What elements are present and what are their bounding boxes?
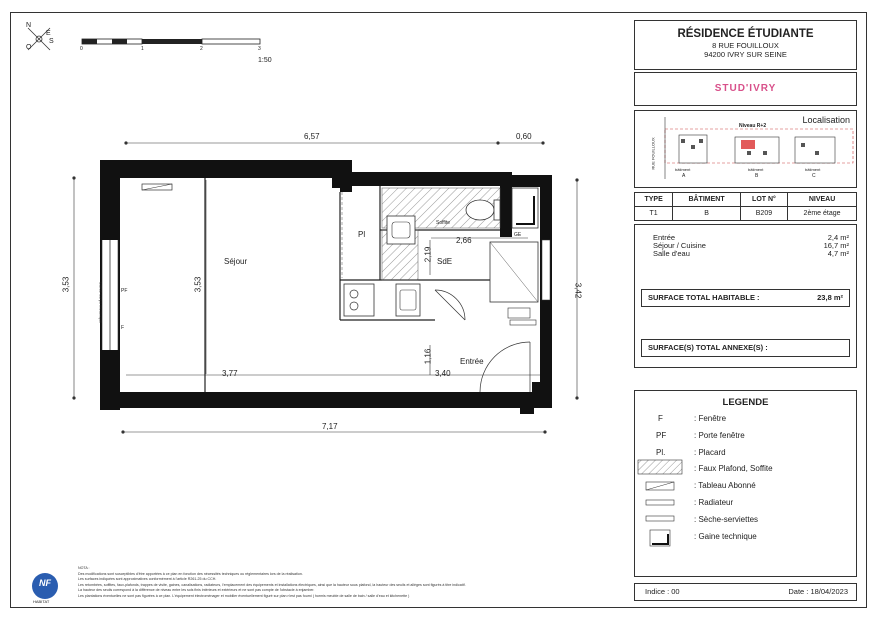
compass-e: E (46, 30, 51, 37)
title-block (634, 20, 857, 70)
compass (22, 24, 58, 54)
surface-label: Entrée (653, 233, 676, 242)
surface-annexe-label: SURFACE(S) TOTAL ANNEXE(S) : (648, 343, 768, 352)
scale-bar (80, 38, 270, 68)
compass-o: O (26, 44, 32, 51)
bat-a-label: bâtiment (675, 167, 691, 172)
address-line2: 94200 IVRY SUR SEINE (704, 50, 787, 59)
scale-bar-graphic (80, 38, 270, 52)
surface-annexe-box (641, 339, 850, 357)
room-entree: Entrée (460, 357, 484, 366)
scale-tick-0: 0 (80, 46, 83, 52)
dim-sde-w: 2,66 (456, 236, 472, 245)
surface-value: 4,7 m² (827, 249, 849, 258)
niveau-label: Niveau R+2 (739, 123, 767, 129)
compass-s: S (49, 38, 54, 45)
compass-n: N (26, 22, 32, 29)
surface-label: Salle d'eau (653, 249, 690, 258)
room-f: F (121, 325, 125, 331)
bat-b-label: bâtiment (748, 167, 764, 172)
room-pf: PF (121, 288, 128, 294)
notes (78, 566, 618, 600)
surface-total-value: 23,8 m² (817, 293, 843, 302)
header-batiment: BÂTIMENT (673, 193, 741, 207)
legend-code-f: F (658, 414, 663, 423)
room-soffite: Soffite (436, 220, 451, 226)
cell-niveau: 2ème étage (788, 207, 857, 221)
indice: Indice : 00 (645, 587, 680, 596)
surface-value: 16,7 m² (823, 241, 849, 250)
notes-title: NOTA : (78, 566, 90, 570)
note-line: Les surfaces indiquées sont approximatives conformément à l'article R261-25 du CCH. (78, 577, 217, 582)
scale-tick-1: 1 (141, 46, 144, 52)
bat-c-label: bâtiment (805, 167, 821, 172)
street-label: RUE FOUILLOUX (650, 137, 656, 170)
dim-sejour-w: 3,77 (222, 369, 238, 378)
legend-item-fenetre: : Fenêtre (694, 414, 727, 423)
scale-tick-3: 3 (258, 46, 261, 52)
nf-sub: HABITAT (33, 599, 50, 604)
legend-symbols (636, 458, 686, 578)
dim-top-left: 6,57 (304, 132, 320, 141)
header-niveau: NIVEAU (788, 193, 857, 207)
footer-indice-box (634, 583, 857, 601)
dim-left: 3,53 (61, 276, 71, 293)
room-ge: GE (514, 232, 522, 238)
floor-plan (50, 120, 610, 450)
header-type: TYPE (635, 193, 673, 207)
room-pl: Pl (358, 230, 366, 239)
note-line: Les plantations éventuelles ne sont pas figurées à ce plan. L'équipement électroménager et mobilier éventuellement figuré sur plan n'est pas fourni ( hormis meuble de salle de bain / salle d'eau et kitchenette ) (78, 593, 410, 598)
note-line: La hauteur des seuils correspond à la différence de niveau entre les sols finis intérieurs et extérieurs et ne sont pas compte de l'obstacle à enjamber. (78, 588, 315, 593)
lot-table (634, 192, 857, 221)
room-sejour: Séjour (224, 257, 248, 266)
legend-code-pl: Pl. (656, 448, 666, 457)
dim-entree-w: 3,40 (435, 369, 451, 378)
surface-value: 2,4 m² (827, 233, 849, 242)
dim-center-v: 3,53 (193, 276, 203, 293)
lot-table-row (635, 207, 857, 221)
dim-top-right: 0,60 (516, 132, 532, 141)
date: Date : 18/04/2023 (788, 587, 848, 596)
dim-entree-h: 1,16 (423, 348, 433, 365)
header-lot: LOT N° (740, 193, 787, 207)
note-line: Les retombées, soffites, faux-plafonds, trappes de visite, gaines, canalisations, radiateurs, l'emplacement des équipements et installations électriques, ainsi que la hauteur sous plafond, la hauteur des seuils et allèges sont figurés à titre indicatif. (78, 582, 466, 587)
garde-corps-label: Garde-corps métallique (98, 281, 104, 324)
cell-batiment: B (673, 207, 741, 221)
localisation-map (635, 111, 856, 187)
title: RÉSIDENCE ÉTUDIANTE (677, 28, 814, 40)
dim-right: 3,42 (573, 282, 583, 299)
legend-title: LEGENDE (722, 397, 769, 408)
legend-item-placard: : Placard (694, 448, 726, 457)
legend-code-pf: PF (656, 431, 667, 440)
lot-table-header (635, 193, 857, 207)
legend-item-faux-plafond: : Faux Plafond, Soffite (694, 464, 773, 473)
nf-logo-text: NF (39, 578, 51, 588)
bat-b-letter: B (755, 173, 759, 179)
logo-box (634, 72, 857, 106)
nf-logo (32, 573, 58, 599)
legend-item-seche-serviettes: : Sèche-serviettes (694, 515, 759, 524)
legend-item-tableau: : Tableau Abonné (694, 481, 756, 490)
legend-item-gaine: : Gaine technique (694, 532, 757, 541)
localisation-box (634, 110, 857, 188)
room-sde: SdE (437, 257, 453, 266)
logo-text: STUD'IVRY (714, 83, 777, 94)
surfaces-box (634, 224, 857, 368)
scale-label: 1:50 (258, 57, 272, 64)
surface-row-sde (653, 249, 849, 258)
cell-type: T1 (635, 207, 673, 221)
note-line: Des modifications sont susceptibles d'être apportées à ce plan en fonction des nécessités techniques ou réglementaires lors de la réalisation. (78, 571, 303, 576)
localisation-title: Localisation (802, 115, 850, 125)
dim-bottom: 7,17 (322, 422, 338, 431)
legend-item-porte-fenetre: : Porte fenêtre (694, 431, 745, 440)
surface-label: Séjour / Cuisine (653, 241, 706, 250)
cell-lot: B209 (740, 207, 787, 221)
bat-a-letter: A (682, 173, 686, 179)
legend-item-radiateur: : Radiateur (694, 498, 734, 507)
scale-tick-2: 2 (200, 46, 203, 52)
floor-plan-drawing (50, 120, 610, 450)
surface-total-box (641, 289, 850, 307)
dim-sde-h: 2,19 (423, 246, 433, 263)
bat-c-letter: C (812, 173, 816, 179)
surface-total-label: SURFACE TOTAL HABITABLE : (648, 293, 760, 302)
address-line1: 8 RUE FOUILLOUX (712, 41, 779, 50)
